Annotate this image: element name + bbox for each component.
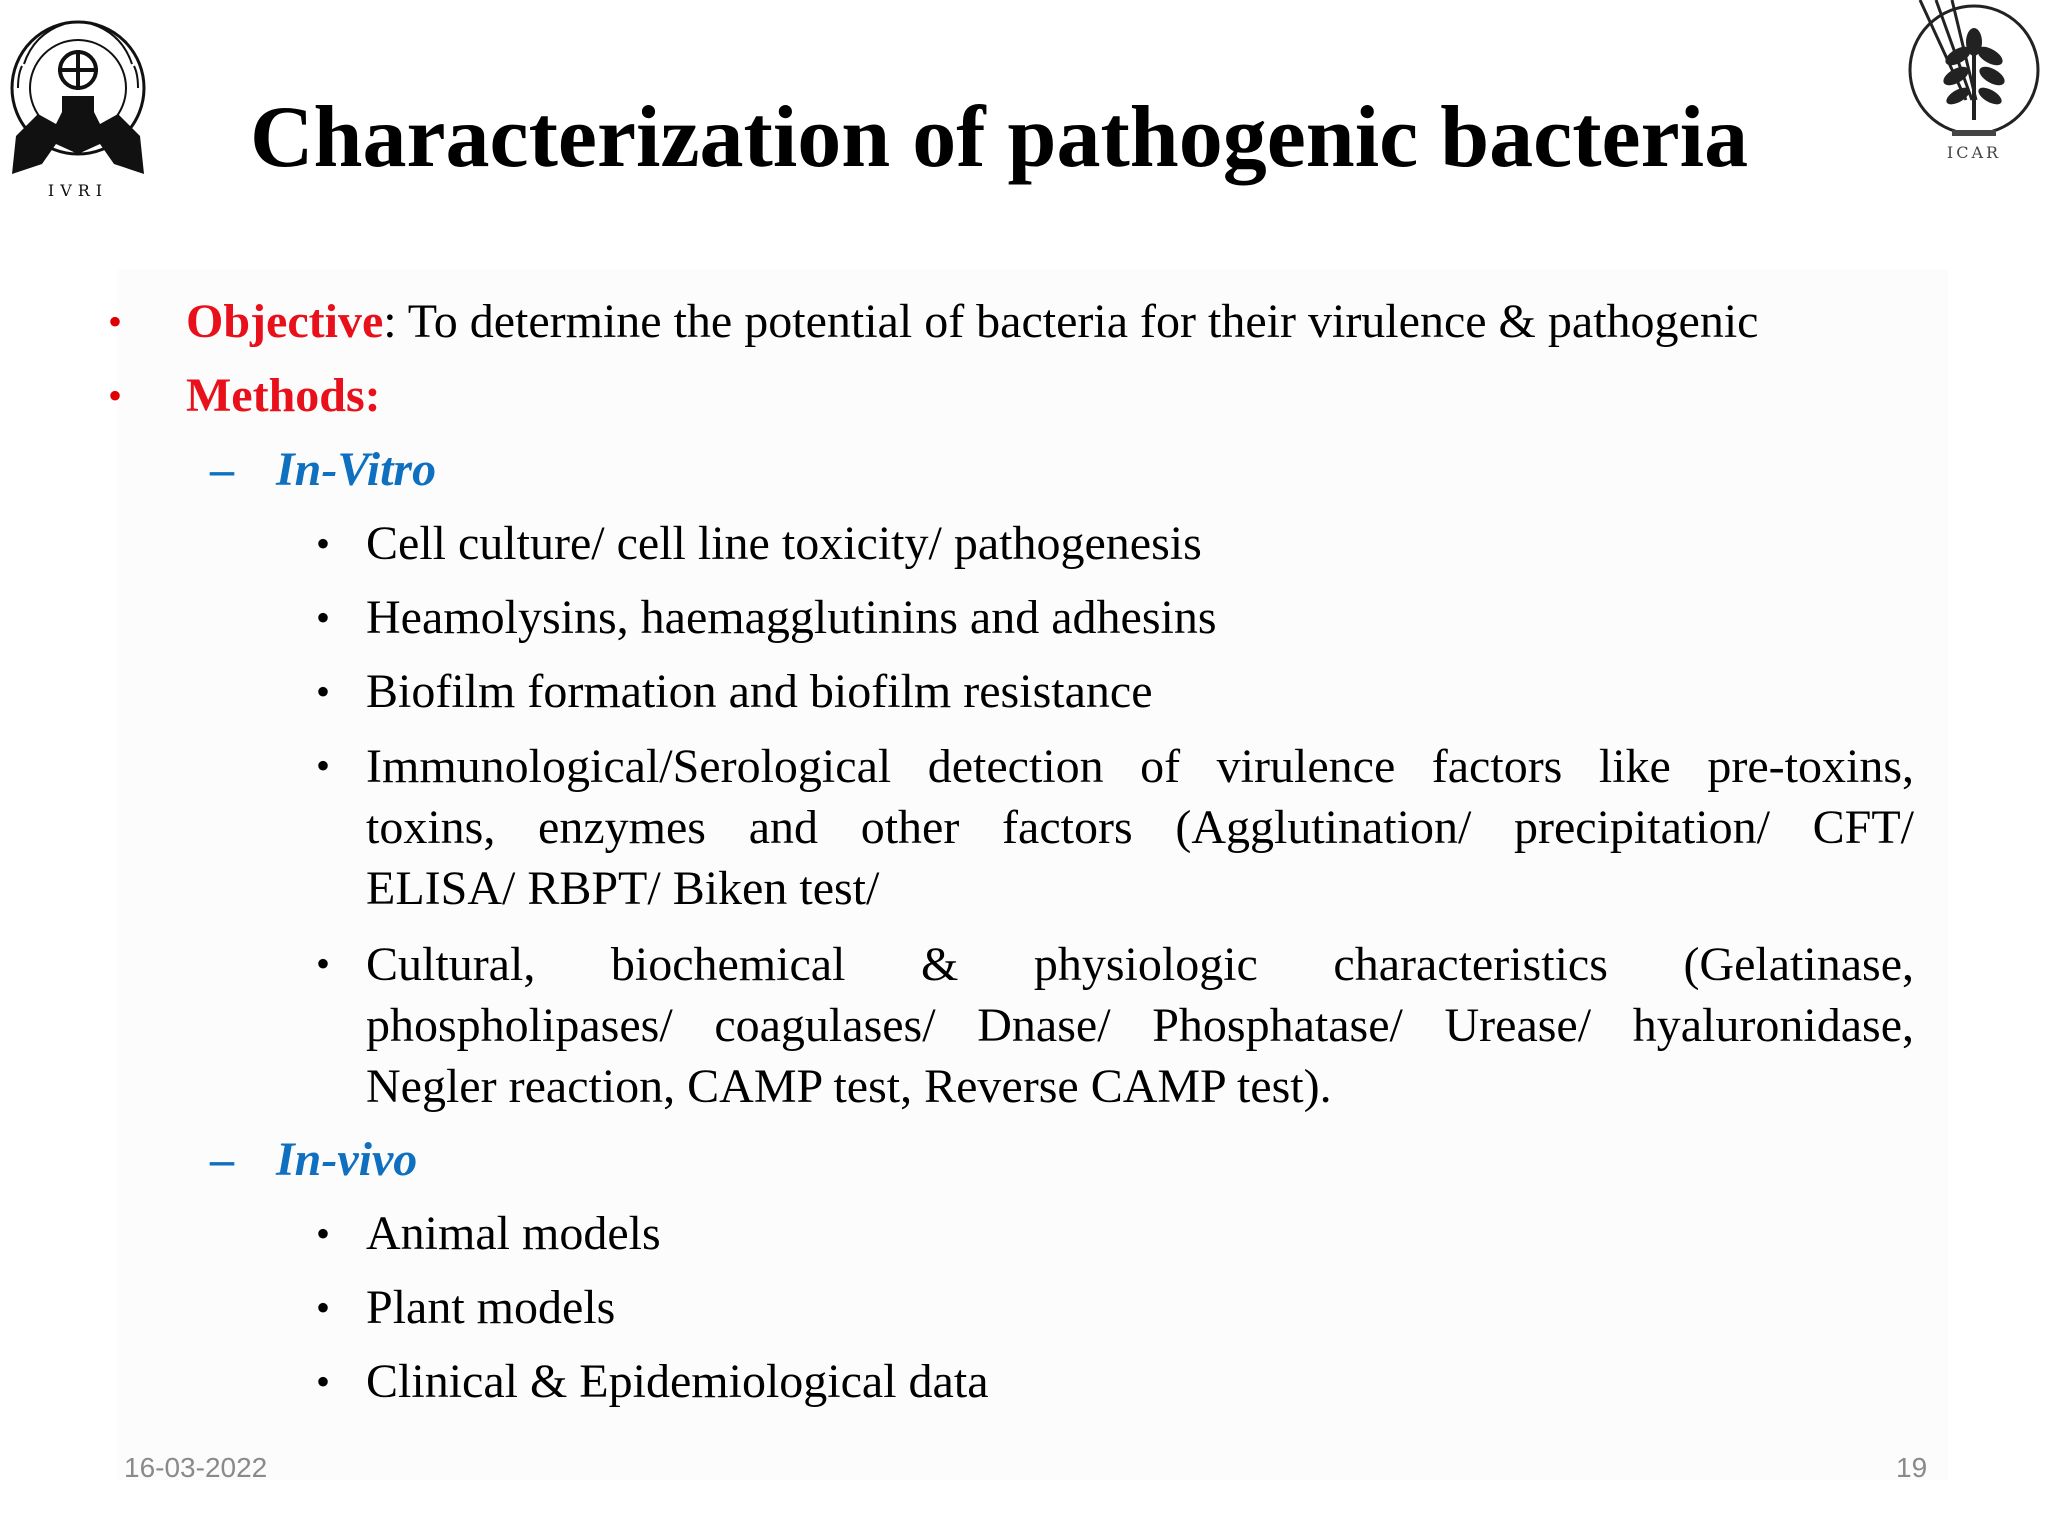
icar-logo (1896, 0, 2044, 170)
immunological-line: toxins, enzymes and other factors (Agglutination/ precipitation/ CFT/ (366, 801, 1914, 854)
bullet-l3: • (316, 1359, 331, 1404)
bullet-l3: • (316, 595, 331, 640)
cultural-line: Negler reaction, CAMP test, Reverse CAMP test). (366, 1060, 1332, 1113)
objective-label: Objective (186, 295, 384, 348)
bullet-l3: • (316, 941, 331, 986)
in-vivo-item: Clinical & Epidemiological data (366, 1355, 989, 1408)
in-vivo-item: Animal models (366, 1207, 661, 1260)
bullet-l3: • (316, 743, 331, 788)
in-vivo-label: In-vivo (276, 1133, 418, 1186)
in-vitro-item: Heamolysins, haemagglutinins and adhesins (366, 591, 1217, 644)
bullet-methods: • (108, 373, 123, 418)
cultural-paragraph (366, 934, 1914, 1117)
immunological-line: Immunological/Serological detection of virulence factors like pre-toxins, (366, 740, 1914, 793)
immunological-line: ELISA/ RBPT/ Biken test/ (366, 862, 880, 915)
in-vitro-item: Biofilm formation and biofilm resistance (366, 665, 1153, 718)
in-vitro-label: In-Vitro (276, 443, 437, 496)
footer-date: 16-03-2022 (124, 1452, 268, 1483)
bullet-objective: • (108, 299, 123, 344)
bullet-l3: • (316, 1211, 331, 1256)
bullet-l3: • (316, 1285, 331, 1330)
bullet-l3: • (316, 669, 331, 714)
cultural-line: phospholipases/ coagulases/ Dnase/ Phosphatase/ Urease/ hyaluronidase, (366, 999, 1914, 1052)
slide-title: Characterization of pathogenic bacteria (250, 89, 1749, 186)
dash-in-vitro: – (210, 443, 234, 496)
cultural-line: Cultural, biochemical & physiologic characteristics (Gelatinase, (366, 938, 1914, 991)
bullet-l3: • (316, 521, 331, 566)
ivri-logo-text: IVRI (47, 181, 109, 200)
dash-in-vivo: – (210, 1133, 234, 1186)
methods-label: Methods: (186, 369, 381, 422)
slide-number: 19 (1896, 1452, 1928, 1483)
ivri-logo (4, 4, 152, 200)
icar-logo-text: ICAR (1946, 143, 2002, 162)
in-vivo-item: Plant models (366, 1281, 616, 1334)
immunological-paragraph (366, 736, 1914, 919)
objective-text: : To determine the potential of bacteria for their virulence & pathogenic (383, 295, 1759, 348)
in-vitro-item: Cell culture/ cell line toxicity/ pathogenesis (366, 517, 1202, 570)
objective-line (186, 292, 1758, 352)
